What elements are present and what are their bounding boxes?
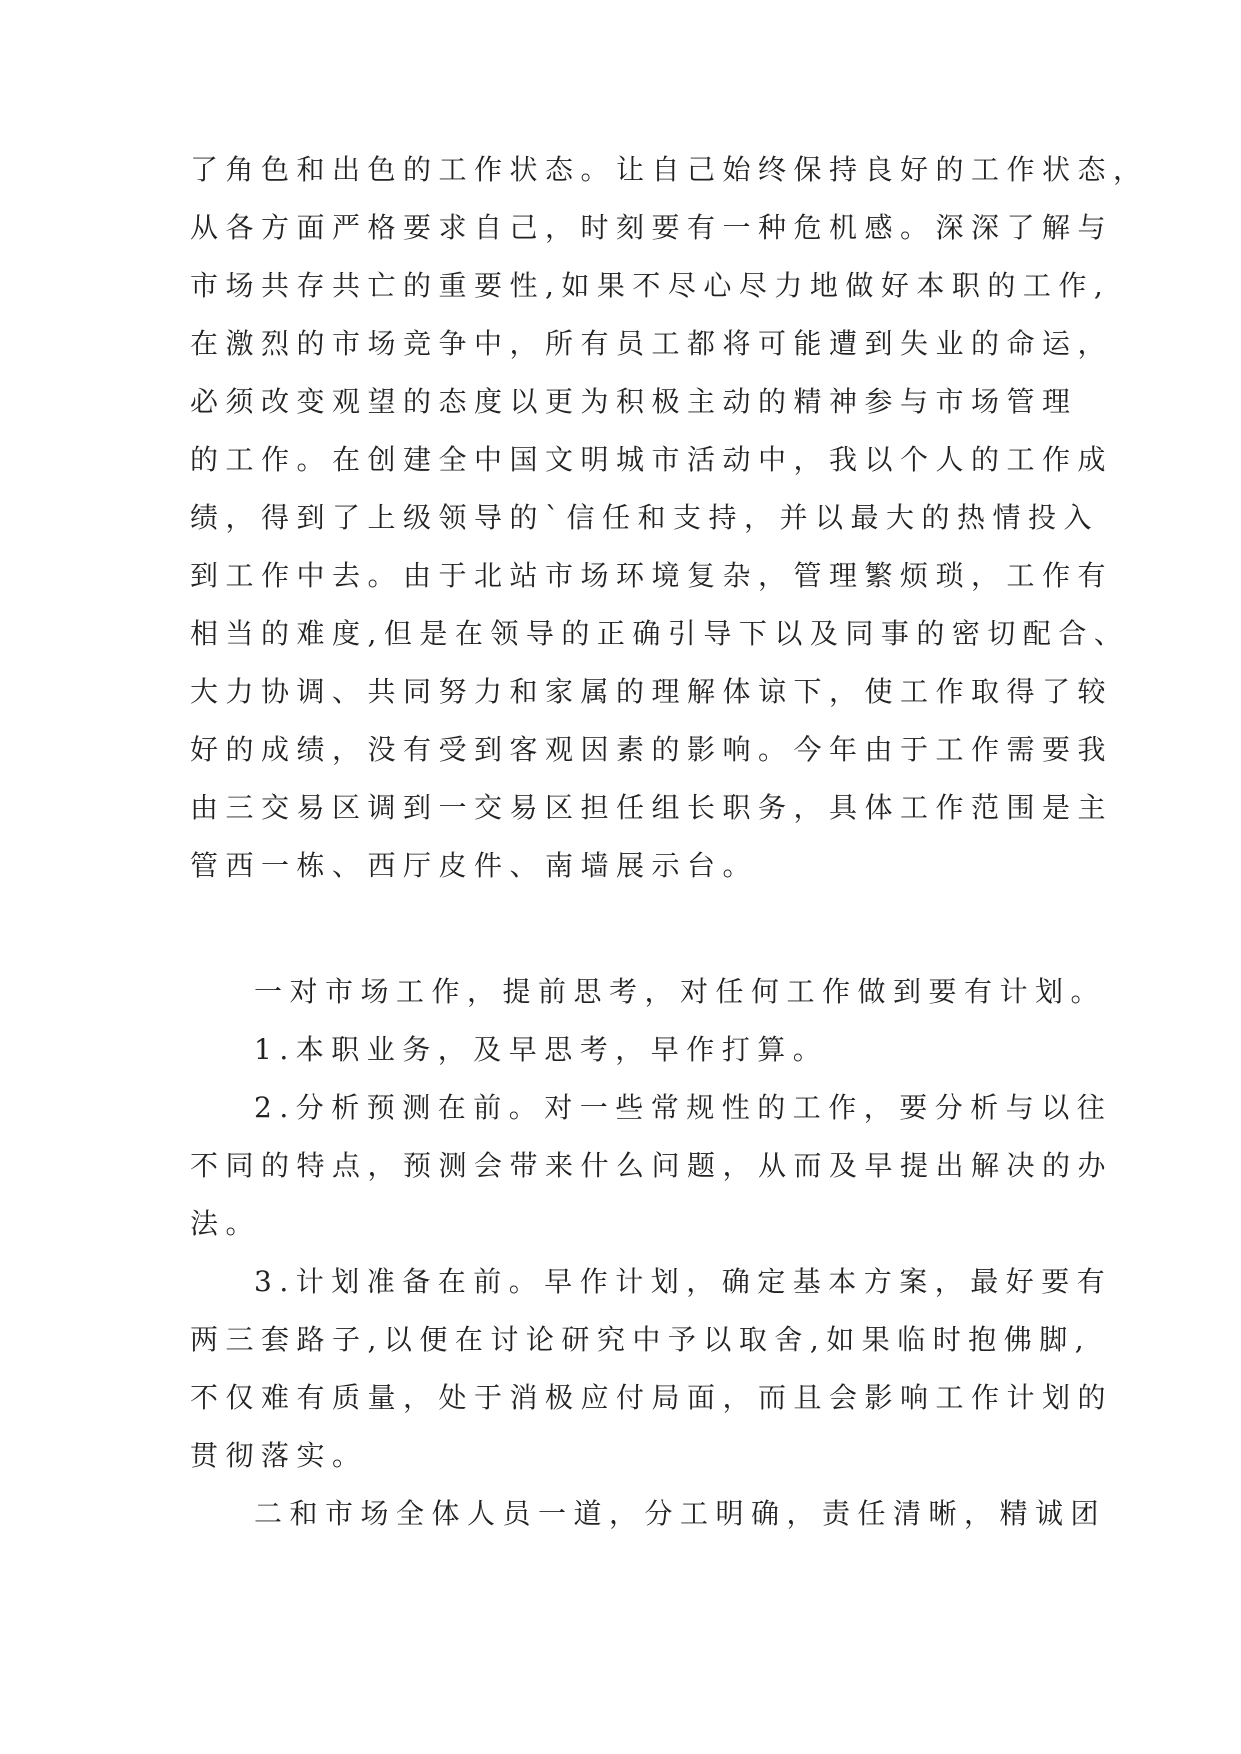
list-item-line: 不仅难有质量，处于消极应付局面，而且会影响工作计划的	[190, 1381, 1114, 1414]
list-item-line: 2.分析预测在前。对一些常规性的工作，要分析与以往	[254, 1091, 1113, 1124]
paragraph-line: 市场共存共亡的重要性,如果不尽心尽力地做好本职的工作,	[190, 269, 1111, 302]
paragraph-line: 到工作中去。由于北站市场环境复杂，管理繁烦琐，工作有	[190, 559, 1114, 592]
paragraph-line: 的工作。在创建全中国文明城市活动中，我以个人的工作成	[190, 443, 1114, 476]
paragraph-line: 了角色和出色的工作状态。让自己始终保持良好的工作状态，	[190, 153, 1149, 186]
paragraph-line: 在激烈的市场竞争中，所有员工都将可能遭到失业的命运，	[190, 327, 1114, 360]
list-item-line: 法。	[190, 1207, 262, 1240]
paragraph-line: 好的成绩，没有受到客观因素的影响。今年由于工作需要我	[190, 733, 1114, 766]
paragraph-line: 从各方面严格要求自己，时刻要有一种危机感。深深了解与	[190, 211, 1114, 244]
list-item-line: 贯彻落实。	[190, 1439, 368, 1472]
paragraph-line: 相当的难度,但是在领导的正确引导下以及同事的密切配合、	[190, 617, 1130, 650]
list-item-line: 3.计划准备在前。早作计划，确定基本方案，最好要有	[254, 1265, 1113, 1298]
paragraph-line: 由三交易区调到一交易区担任组长职务，具体工作范围是主	[190, 791, 1114, 824]
list-item-line: 不同的特点，预测会带来什么问题，从而及早提出解决的办	[190, 1149, 1114, 1182]
list-item-line: 1.本职业务，及早思考，早作打算。	[254, 1033, 829, 1066]
section-heading: 二和市场全体人员一道，分工明确，责任清晰，精诚团	[254, 1497, 1107, 1530]
paragraph-line: 大力协调、共同努力和家属的理解体谅下，使工作取得了较	[190, 675, 1114, 708]
paragraph-line: 绩，得到了上级领导的`信任和支持，并以最大的热情投入	[190, 501, 1100, 534]
paragraph-line: 必须改变观望的态度以更为积极主动的精神参与市场管理	[190, 385, 1078, 418]
section-heading: 一对市场工作，提前思考，对任何工作做到要有计划。	[254, 975, 1107, 1008]
list-item-line: 两三套路子,以便在讨论研究中予以取舍,如果临时抱佛脚,	[190, 1323, 1092, 1356]
paragraph-line: 管西一栋、西厅皮件、南墙展示台。	[190, 849, 759, 882]
